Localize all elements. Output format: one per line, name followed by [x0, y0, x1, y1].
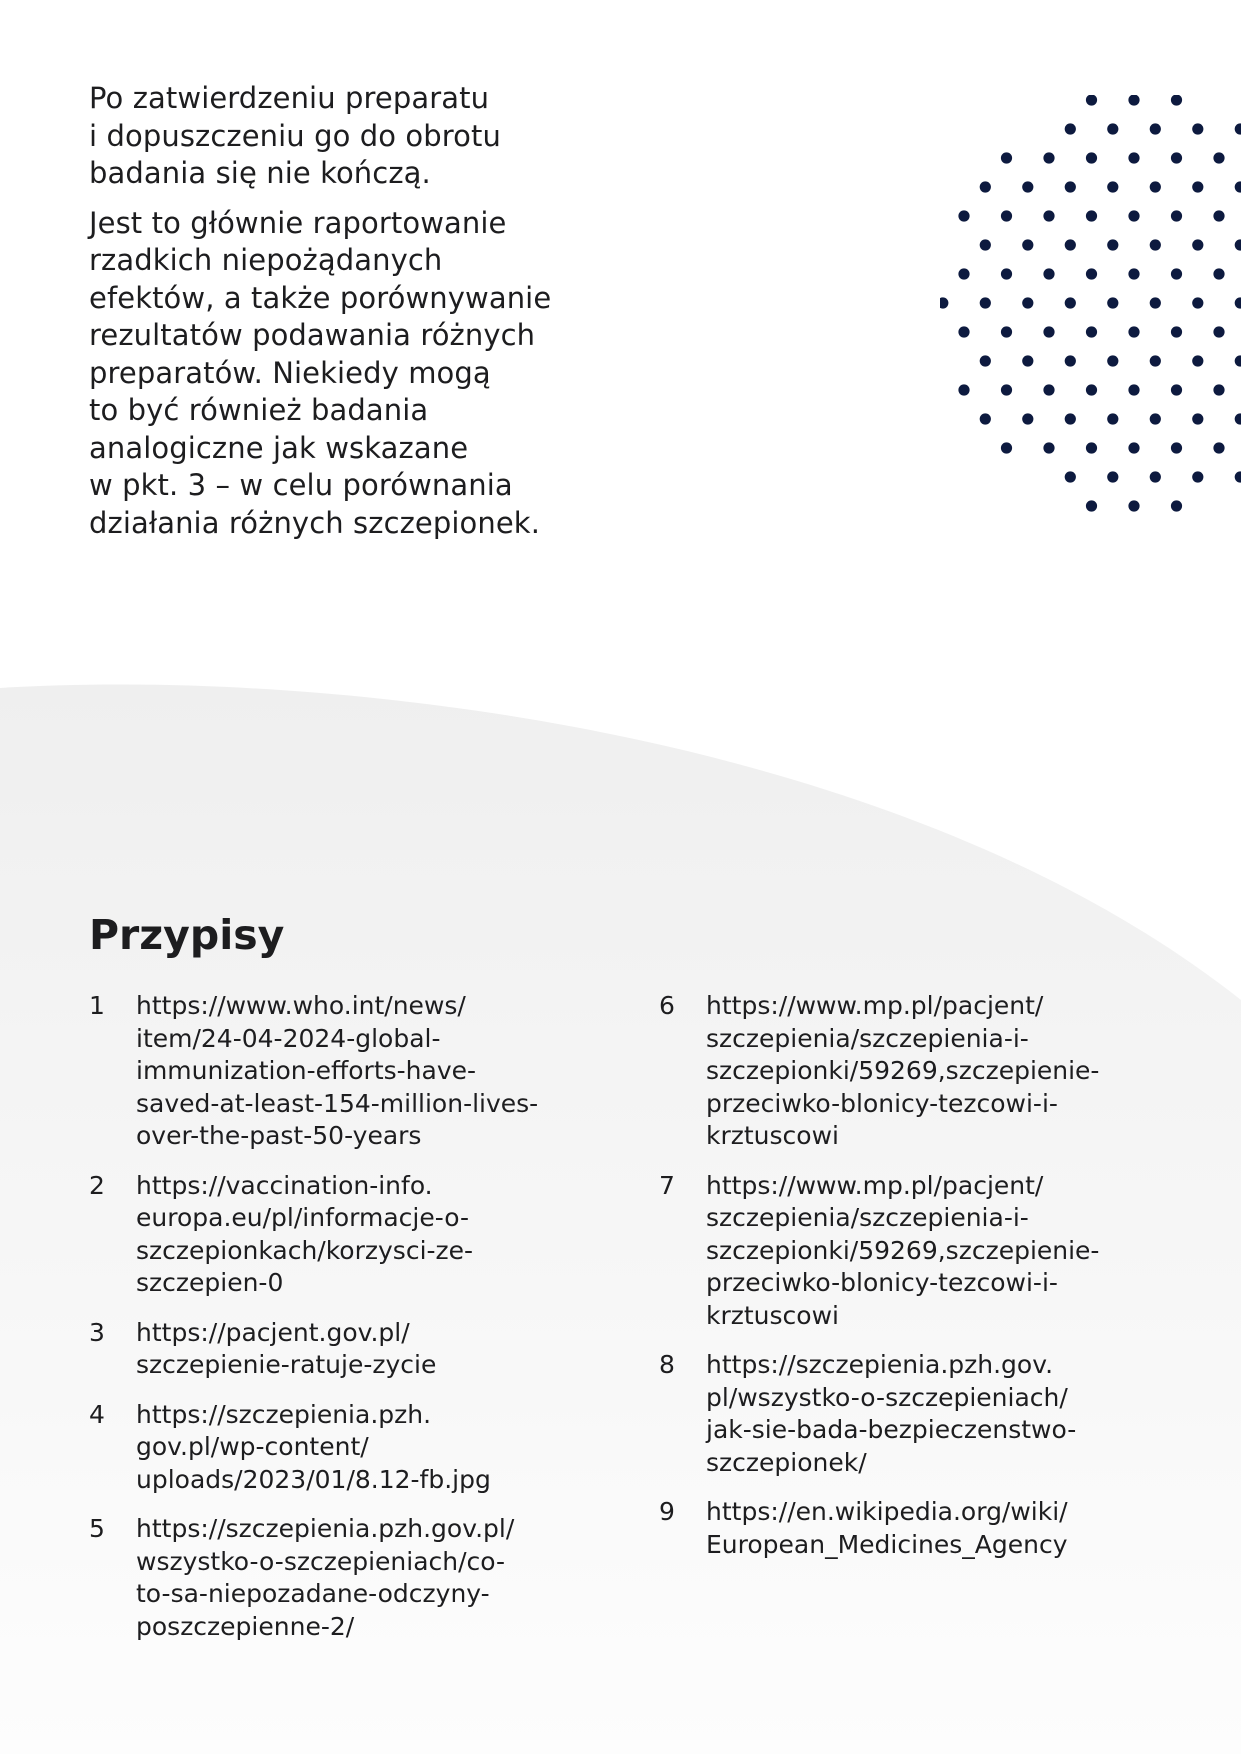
pattern-dot [1213, 210, 1224, 221]
pattern-dot [1213, 326, 1224, 337]
pattern-dot [1171, 210, 1182, 221]
footnote-link[interactable]: https://www.who.int/news/ item/24-04-2024-global- immunization-efforts-have- saved-at-least-154-million-lives- over-the-past-50-years [136, 991, 539, 1150]
pattern-dot [1192, 471, 1203, 482]
pattern-dot [1150, 471, 1161, 482]
pattern-dot [1086, 326, 1097, 337]
pattern-dot [1043, 326, 1054, 337]
pattern-dot [1235, 297, 1241, 308]
pattern-dot [1235, 355, 1241, 366]
pattern-dot [1192, 181, 1203, 192]
pattern-dot [1213, 384, 1224, 395]
pattern-dot [1213, 268, 1224, 279]
footnotes-list-right [659, 990, 1199, 1578]
pattern-dot [1022, 181, 1033, 192]
footnote-number: 6 [659, 991, 675, 1020]
pattern-dot [1086, 268, 1097, 279]
pattern-dot [1192, 413, 1203, 424]
pattern-dot [1192, 239, 1203, 250]
pattern-dot [1043, 210, 1054, 221]
pattern-dot [1043, 268, 1054, 279]
pattern-dot [1171, 152, 1182, 163]
pattern-dot [1001, 268, 1012, 279]
footnote-link[interactable]: https://en.wikipedia.org/wiki/ European_Medicines_Agency [706, 1497, 1068, 1559]
pattern-dot [1022, 239, 1033, 250]
pattern-dot [1086, 442, 1097, 453]
pattern-dot [1065, 471, 1076, 482]
pattern-dot [1107, 355, 1118, 366]
pattern-dot [958, 268, 969, 279]
pattern-dot [1107, 471, 1118, 482]
pattern-dot [1086, 152, 1097, 163]
pattern-dot [1022, 413, 1033, 424]
footnote-number: 2 [89, 1170, 105, 1200]
footnote-item [659, 1496, 1199, 1561]
footnotes-title: Przypisy [89, 911, 285, 959]
pattern-dot [980, 413, 991, 424]
pattern-dot [1128, 326, 1139, 337]
footnote-link[interactable]: https://szczepienia.pzh.gov.pl/ wszystko-o-szczepieniach/co- to-sa-niepozadane-odczyny- poszczepienne-2/ [136, 1514, 515, 1641]
footnotes-list-left [89, 990, 629, 1660]
pattern-dot [1043, 442, 1054, 453]
pattern-dot [1235, 239, 1241, 250]
footnote-number: 4 [89, 1399, 105, 1429]
footnote-link[interactable]: https://szczepienia.pzh.gov. pl/wszystko-o-szczepieniach/ jak-sie-bada-bezpieczenstwo- szczepionek/ [706, 1350, 1077, 1477]
footnote-number: 5 [89, 1514, 105, 1543]
pattern-dot [1065, 181, 1076, 192]
pattern-dot [1235, 413, 1241, 424]
pattern-dot [1171, 500, 1182, 511]
pattern-dot [1043, 384, 1054, 395]
footnote-number: 8 [659, 1350, 675, 1379]
pattern-dot [1150, 297, 1161, 308]
pattern-dot [980, 355, 991, 366]
pattern-dot [1171, 95, 1182, 106]
pattern-dot [1192, 123, 1203, 134]
pattern-dot [1086, 384, 1097, 395]
footnote-link[interactable]: https://vaccination-info. europa.eu/pl/informacje-o- szczepionkach/korzysci-ze- szczepien-0 [136, 1170, 474, 1297]
pattern-dot [1065, 355, 1076, 366]
pattern-dot [1065, 413, 1076, 424]
pattern-dot [1128, 384, 1139, 395]
pattern-dot [1171, 326, 1182, 337]
pattern-dot [1107, 239, 1118, 250]
intro-text [89, 80, 609, 542]
pattern-dot [1128, 210, 1139, 221]
pattern-dot [1192, 297, 1203, 308]
pattern-dot [1150, 181, 1161, 192]
footnote-link[interactable]: https://www.mp.pl/pacjent/ szczepienia/szczepienia-i- szczepionki/59269,szczepienie- przeciwko-blonicy-tezcowi-i- krztuscowi [706, 991, 1100, 1150]
pattern-dot [1128, 500, 1139, 511]
pattern-dot [1107, 181, 1118, 192]
pattern-dot [1171, 442, 1182, 453]
footnote-item [89, 990, 629, 1153]
footnote-item [89, 1317, 629, 1382]
footnote-link[interactable]: https://szczepienia.pzh. gov.pl/wp-content/ uploads/2023/01/8.12-fb.jpg [136, 1399, 491, 1494]
footnote-number: 1 [89, 991, 105, 1020]
footnote-link[interactable]: https://pacjent.gov.pl/ szczepienie-ratuje-zycie [136, 1317, 437, 1379]
pattern-dot [1107, 297, 1118, 308]
footnote-item [89, 1513, 629, 1643]
pattern-dot [1001, 326, 1012, 337]
footnote-item [659, 1170, 1199, 1333]
pattern-dot [1022, 355, 1033, 366]
footnote-number: 9 [659, 1497, 675, 1526]
footnote-number: 3 [89, 1317, 105, 1347]
pattern-dot [1107, 413, 1118, 424]
footnote-item [659, 990, 1199, 1153]
pattern-dot [1022, 297, 1033, 308]
pattern-dot [1213, 442, 1224, 453]
pattern-dot [1065, 297, 1076, 308]
pattern-dot [1128, 95, 1139, 106]
footnote-item [89, 1399, 629, 1497]
pattern-dot [980, 181, 991, 192]
pattern-dot [1086, 500, 1097, 511]
pattern-dot [1001, 442, 1012, 453]
pattern-dot [940, 297, 948, 308]
footnote-number: 7 [659, 1170, 675, 1200]
pattern-dot [1150, 123, 1161, 134]
pattern-dot [1213, 152, 1224, 163]
footnote-link[interactable]: https://www.mp.pl/pacjent/ szczepienia/szczepienia-i- szczepionki/59269,szczepienie- przeciwko-blonicy-tezcowi-i- krztuscowi [706, 1170, 1100, 1330]
pattern-dot [1150, 239, 1161, 250]
pattern-dot [980, 239, 991, 250]
intro-paragraph-1: Po zatwierdzeniu preparatu i dopuszczeniu go do obrotu badania się nie kończą. [89, 81, 501, 190]
pattern-dot [958, 210, 969, 221]
pattern-dot [958, 384, 969, 395]
intro-paragraph-2: Jest to głównie raportowanie rzadkich niepożądanych efektów, a także porównywanie rezultatów podawania różnych preparatów. Niekiedy mogą to być również badania analogiczne jak wskazane w pkt. 3 – w celu porównania działania różnych szczepionek. [89, 205, 552, 540]
pattern-dot [1192, 355, 1203, 366]
pattern-dot [1001, 384, 1012, 395]
pattern-dot [1065, 123, 1076, 134]
footnote-item [89, 1170, 629, 1300]
pattern-dot [1150, 355, 1161, 366]
pattern-dot [1235, 471, 1241, 482]
pattern-dot [958, 326, 969, 337]
pattern-dot [1128, 442, 1139, 453]
pattern-dot [1128, 152, 1139, 163]
pattern-dot [1107, 123, 1118, 134]
pattern-dot [1235, 123, 1241, 134]
pattern-dot [1001, 210, 1012, 221]
pattern-dot [1171, 268, 1182, 279]
pattern-dot [980, 297, 991, 308]
pattern-dot [1001, 152, 1012, 163]
pattern-dot [1086, 95, 1097, 106]
footnote-item [659, 1349, 1199, 1479]
pattern-dot [1043, 152, 1054, 163]
pattern-dot [1128, 268, 1139, 279]
pattern-dot [1086, 210, 1097, 221]
pattern-dot [1065, 239, 1076, 250]
pattern-dot [1171, 384, 1182, 395]
dot-pattern-decoration [940, 95, 1241, 545]
pattern-dot [1235, 181, 1241, 192]
pattern-dot [1150, 413, 1161, 424]
